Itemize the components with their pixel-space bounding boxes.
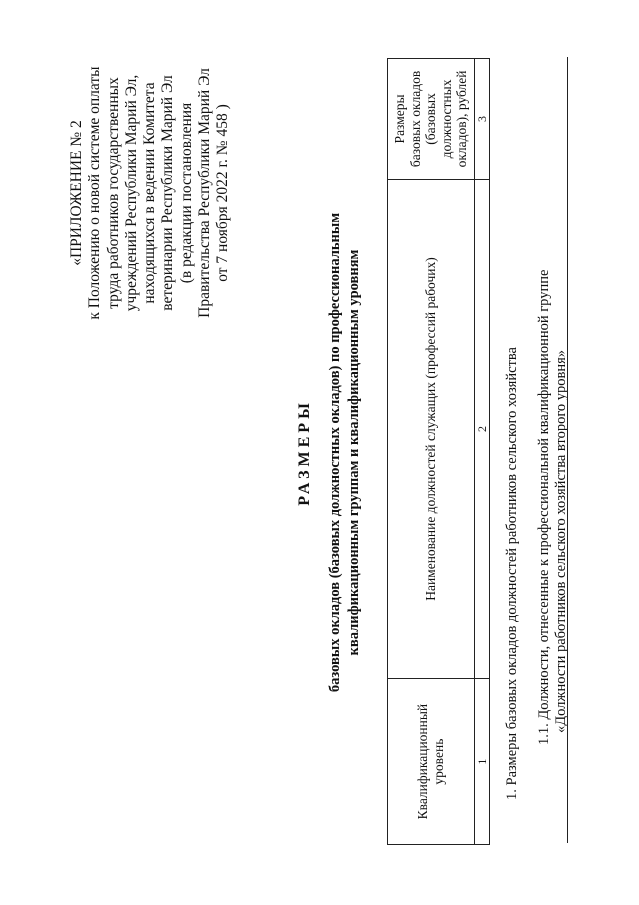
- appendix-line: учреждений Республики Марий Эл,: [122, 74, 140, 312]
- header-base-salary: [388, 59, 475, 180]
- appendix-line: труда работников государственных: [104, 77, 122, 309]
- header-base-salary-line: должностных: [438, 79, 454, 159]
- header-position-name: Наименование должностей служащих (профессий рабочих): [388, 179, 475, 678]
- section-heading: 1. Размеры базовых окладов должностей работников сельского хозяйства: [504, 347, 520, 800]
- header-base-salary-line: Размеры: [392, 94, 408, 144]
- table-bottom-rule: [567, 57, 568, 843]
- subsection-line: «Должности работников сельского хозяйства второго уровня»: [553, 349, 569, 733]
- table-number-row: [475, 59, 490, 845]
- subsection-line: 1.1. Должности, отнесенные к профессиональной квалификационной группе: [536, 269, 552, 745]
- subtitle-line: базовых окладов (базовых должностных окладов) по профессиональным: [327, 212, 343, 693]
- subtitle-line: квалификационным группам и квалификационным уровням: [346, 249, 362, 656]
- appendix-line: Правительства Республики Марий Эл: [196, 68, 214, 318]
- header-base-salary-line: базовых окладов: [407, 70, 423, 168]
- appendix-line: (в редакции постановления: [177, 102, 195, 284]
- header-base-salary-line: (базовых: [423, 93, 439, 145]
- header-qualification-level: Квалификационный уровень: [388, 679, 475, 845]
- appendix-line: от 7 ноября 2022 г. № 458 ): [214, 104, 232, 282]
- subsection-heading: [536, 105, 570, 745]
- salary-table: [387, 58, 490, 845]
- appendix-line: находящихся в ведении Комитета: [141, 82, 159, 304]
- column-number: 1: [475, 679, 490, 845]
- column-number: 2: [475, 179, 490, 678]
- appendix-line: ветеринарии Республики Марий Эл: [159, 75, 177, 311]
- document-title: РАЗМЕРЫ: [296, 399, 313, 506]
- table-header-row: [388, 59, 475, 845]
- column-number: 3: [475, 59, 490, 180]
- appendix-line: к Положению о новой системе оплаты: [86, 66, 104, 320]
- appendix-block: [68, 43, 233, 343]
- header-base-salary-line: окладов), рублей: [454, 70, 470, 168]
- appendix-line: «ПРИЛОЖЕНИЕ № 2: [68, 120, 85, 266]
- document-subtitle: [326, 200, 364, 705]
